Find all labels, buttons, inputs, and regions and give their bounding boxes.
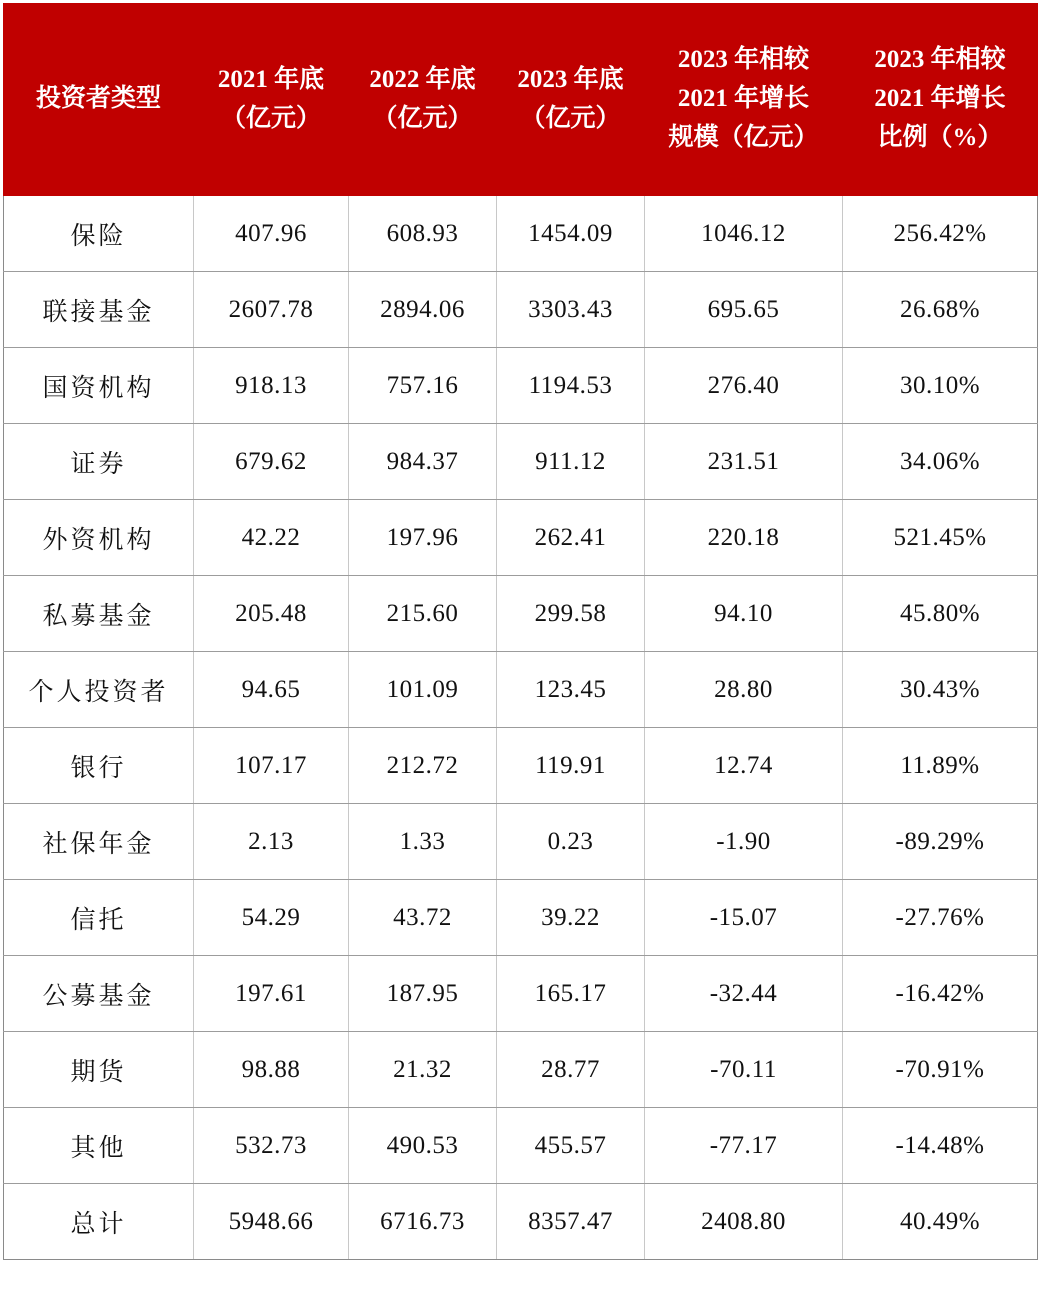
table-row (4, 1032, 1038, 1108)
cell-2022: 187.95 (349, 956, 497, 1032)
column-header-line: 比例（%） (877, 123, 1003, 151)
cell-2022: 6716.73 (349, 1184, 497, 1260)
column-header-line: 规模（亿元） (668, 123, 819, 151)
cell-2023: 8357.47 (497, 1184, 645, 1260)
column-header-line: 投资者类型 (35, 85, 161, 113)
table-header (4, 4, 1038, 196)
table-row (4, 956, 1038, 1032)
column-header-line: （亿元） (372, 104, 473, 132)
cell-2023: 123.45 (497, 652, 645, 728)
column-header-line: （亿元） (220, 104, 321, 132)
cell-2022: 2894.06 (349, 272, 497, 348)
cell-growth-percent: -89.29% (843, 804, 1038, 880)
cell-growth-amount: 695.65 (645, 272, 843, 348)
cell-2022: 490.53 (349, 1108, 497, 1184)
cell-2022: 757.16 (349, 348, 497, 424)
cell-growth-amount: -77.17 (645, 1108, 843, 1184)
row-label: 公募基金 (4, 956, 194, 1032)
cell-growth-amount: -70.11 (645, 1032, 843, 1108)
row-label: 外资机构 (4, 500, 194, 576)
cell-growth-percent: 256.42% (843, 196, 1038, 272)
row-label: 个人投资者 (4, 652, 194, 728)
table-row (4, 728, 1038, 804)
cell-growth-percent: 40.49% (843, 1184, 1038, 1260)
table-row (4, 196, 1038, 272)
cell-2022: 43.72 (349, 880, 497, 956)
cell-2023: 1194.53 (497, 348, 645, 424)
cell-2023: 165.17 (497, 956, 645, 1032)
cell-growth-amount: -1.90 (645, 804, 843, 880)
cell-growth-amount: 94.10 (645, 576, 843, 652)
cell-2021: 532.73 (194, 1108, 349, 1184)
row-label: 私募基金 (4, 576, 194, 652)
cell-2022: 212.72 (349, 728, 497, 804)
table-header-row (4, 4, 1038, 196)
cell-2023: 455.57 (497, 1108, 645, 1184)
cell-growth-percent: -70.91% (843, 1032, 1038, 1108)
row-label: 期货 (4, 1032, 194, 1108)
table-body (4, 196, 1038, 1260)
cell-growth-amount: 2408.80 (645, 1184, 843, 1260)
row-label: 银行 (4, 728, 194, 804)
cell-2021: 2.13 (194, 804, 349, 880)
cell-growth-amount: 1046.12 (645, 196, 843, 272)
column-header-line: 2023 年底 (517, 65, 624, 93)
cell-2023: 28.77 (497, 1032, 645, 1108)
cell-growth-percent: -16.42% (843, 956, 1038, 1032)
cell-2021: 5948.66 (194, 1184, 349, 1260)
cell-2022: 101.09 (349, 652, 497, 728)
cell-2021: 2607.78 (194, 272, 349, 348)
column-header-line: 2023 年相较 (874, 46, 1006, 74)
cell-2021: 407.96 (194, 196, 349, 272)
cell-growth-amount: 231.51 (645, 424, 843, 500)
table-document (0, 3, 1040, 1313)
cell-2021: 205.48 (194, 576, 349, 652)
column-header-growth-amount (645, 4, 843, 196)
cell-2021: 197.61 (194, 956, 349, 1032)
row-label: 国资机构 (4, 348, 194, 424)
column-header-line: 2022 年底 (369, 65, 476, 93)
cell-2023: 119.91 (497, 728, 645, 804)
cell-growth-amount: 220.18 (645, 500, 843, 576)
cell-growth-percent: 521.45% (843, 500, 1038, 576)
cell-growth-amount: 28.80 (645, 652, 843, 728)
cell-growth-amount: -15.07 (645, 880, 843, 956)
row-label: 证券 (4, 424, 194, 500)
column-header-2023 (497, 4, 645, 196)
cell-2022: 1.33 (349, 804, 497, 880)
cell-2021: 94.65 (194, 652, 349, 728)
column-header-line: 2023 年相较 (677, 46, 810, 74)
cell-growth-percent: -14.48% (843, 1108, 1038, 1184)
cell-growth-percent: 45.80% (843, 576, 1038, 652)
cell-growth-amount: 12.74 (645, 728, 843, 804)
cell-2021: 107.17 (194, 728, 349, 804)
column-header-2021 (194, 4, 349, 196)
table-row (4, 652, 1038, 728)
cell-growth-percent: -27.76% (843, 880, 1038, 956)
cell-growth-amount: 276.40 (645, 348, 843, 424)
cell-2021: 42.22 (194, 500, 349, 576)
investor-type-table (3, 3, 1038, 1260)
cell-2021: 679.62 (194, 424, 349, 500)
cell-growth-percent: 11.89% (843, 728, 1038, 804)
cell-2021: 98.88 (194, 1032, 349, 1108)
row-label: 其他 (4, 1108, 194, 1184)
table-row (4, 880, 1038, 956)
table-row-total (4, 1184, 1038, 1260)
column-header-line: （亿元） (520, 104, 621, 132)
cell-2023: 262.41 (497, 500, 645, 576)
cell-2022: 984.37 (349, 424, 497, 500)
cell-2022: 215.60 (349, 576, 497, 652)
table-row (4, 804, 1038, 880)
cell-2023: 299.58 (497, 576, 645, 652)
table-row (4, 424, 1038, 500)
row-label: 信托 (4, 880, 194, 956)
cell-growth-percent: 30.10% (843, 348, 1038, 424)
cell-growth-percent: 34.06% (843, 424, 1038, 500)
cell-2021: 918.13 (194, 348, 349, 424)
column-header-line: 2021 年底 (217, 65, 325, 93)
cell-2023: 0.23 (497, 804, 645, 880)
table-row (4, 272, 1038, 348)
row-label: 社保年金 (4, 804, 194, 880)
cell-2023: 911.12 (497, 424, 645, 500)
row-label: 联接基金 (4, 272, 194, 348)
cell-growth-percent: 30.43% (843, 652, 1038, 728)
cell-2022: 21.32 (349, 1032, 497, 1108)
table-row (4, 1108, 1038, 1184)
cell-2023: 39.22 (497, 880, 645, 956)
cell-2023: 3303.43 (497, 272, 645, 348)
cell-growth-percent: 26.68% (843, 272, 1038, 348)
table-row (4, 348, 1038, 424)
cell-2022: 608.93 (349, 196, 497, 272)
cell-2023: 1454.09 (497, 196, 645, 272)
column-header-line: 2021 年增长 (677, 85, 810, 113)
column-header-growth-percent (843, 4, 1038, 196)
table-row (4, 500, 1038, 576)
column-header-2022 (349, 4, 497, 196)
column-header-line: 2021 年增长 (874, 85, 1006, 113)
cell-2021: 54.29 (194, 880, 349, 956)
column-header-investor-type (4, 4, 194, 196)
row-label: 总计 (4, 1184, 194, 1260)
table-row (4, 576, 1038, 652)
row-label: 保险 (4, 196, 194, 272)
cell-2022: 197.96 (349, 500, 497, 576)
cell-growth-amount: -32.44 (645, 956, 843, 1032)
